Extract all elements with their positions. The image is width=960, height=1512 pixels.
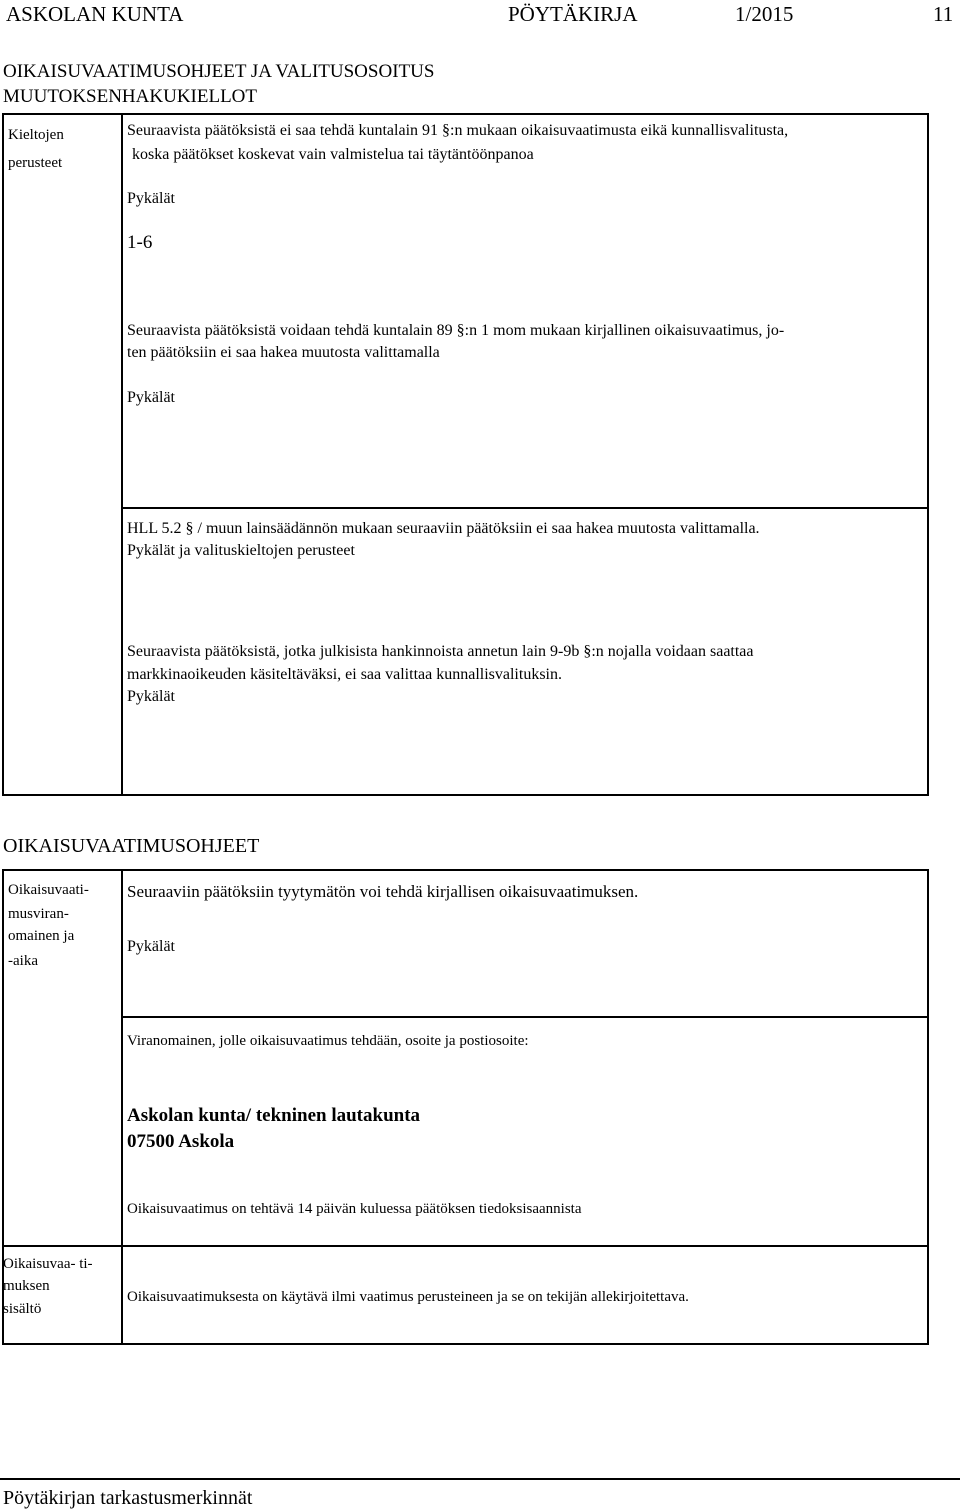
rectification-intro: Seuraaviin päätöksiin tyytymätön voi tehdä kirjallisen oikaisuvaatimuksen. bbox=[127, 882, 639, 901]
side-label: musviran- bbox=[8, 906, 69, 922]
authority-intro: Viranomainen, jolle oikaisuvaatimus tehdään, osoite ja postiosoite: bbox=[127, 1033, 529, 1049]
table-row-divider bbox=[121, 507, 929, 509]
document-number: 1/2015 bbox=[735, 2, 794, 26]
legislation-text-line: HLL 5.2 § / muun lainsäädännön mukaan seuraaviin päätöksiin ei saa hakea muutosta valittamalla. bbox=[127, 520, 760, 537]
table-row-divider bbox=[121, 1016, 929, 1018]
side-label: -aika bbox=[8, 953, 38, 969]
section-subtitle-appeal-bans: MUUTOKSENHAKUKIELLOT bbox=[3, 86, 258, 107]
authority-name: Askolan kunta/ tekninen lautakunta bbox=[127, 1105, 421, 1126]
sections-label: Pykälät bbox=[127, 389, 175, 406]
ban-text-line: Seuraavista päätöksistä ei saa tehdä kuntalain 91 §:n mukaan oikaisuvaatimusta eikä kunnallisvalitusta, bbox=[127, 122, 789, 139]
ban-text-line: koska päätökset koskevat vain valmistelua tai täytäntöönpanoa bbox=[132, 146, 534, 163]
side-label: sisältö bbox=[3, 1301, 42, 1317]
sections-label: Pykälät bbox=[127, 190, 175, 207]
section-title-appeal-instructions: OIKAISUVAATIMUSOHJEET JA VALITUSOSOITUS bbox=[3, 61, 435, 82]
deadline-note: Oikaisuvaatimus on tehtävä 14 päivän kuluessa päätöksen tiedoksisaannista bbox=[127, 1201, 582, 1217]
side-label: Kieltojen bbox=[8, 127, 64, 143]
sections-label: Pykälät bbox=[127, 938, 175, 955]
table-divider bbox=[121, 113, 123, 796]
rectification-text-line: Seuraavista päätöksistä voidaan tehdä kuntalain 89 §:n 1 mom mukaan kirjallinen oikaisuvaatimus, jo- bbox=[127, 322, 785, 339]
side-label: Oikaisuvaati- bbox=[8, 882, 89, 898]
municipality-name: ASKOLAN KUNTA bbox=[6, 2, 184, 26]
section-title-rectification: OIKAISUVAATIMUSOHJEET bbox=[3, 835, 260, 857]
procurement-text-line: Seuraavista päätöksistä, jotka julkisista hankinnoista annetun lain 9-9b §:n nojalla voidaan saattaa bbox=[127, 643, 754, 660]
sections-and-grounds-label: Pykälät ja valituskieltojen perusteet bbox=[127, 542, 355, 559]
footer-label: Pöytäkirjan tarkastusmerkinnät bbox=[3, 1487, 253, 1509]
side-label: muksen bbox=[3, 1278, 50, 1294]
side-label: omainen ja bbox=[8, 928, 75, 944]
footer-divider bbox=[0, 1478, 960, 1480]
procurement-text-line: markkinaoikeuden käsiteltäväksi, ei saa valittaa kunnallisvalituksin. bbox=[127, 666, 562, 683]
content-requirement: Oikaisuvaatimuksesta on käytävä ilmi vaatimus perusteineen ja se on tekijän allekirjoitettava. bbox=[127, 1289, 689, 1305]
side-label: perusteet bbox=[8, 155, 63, 171]
authority-address: 07500 Askola bbox=[127, 1131, 235, 1152]
document-type: PÖYTÄKIRJA bbox=[508, 2, 638, 26]
table-divider bbox=[121, 869, 123, 1345]
table-row-divider bbox=[2, 1245, 929, 1247]
sections-label: Pykälät bbox=[127, 688, 175, 705]
sections-value: 1-6 bbox=[127, 232, 153, 253]
rectification-text-line: ten päätöksiin ei saa hakea muutosta valittamalla bbox=[127, 344, 440, 361]
page-number: 11 bbox=[933, 2, 954, 26]
side-label: Oikaisuvaa- ti- bbox=[3, 1256, 93, 1272]
